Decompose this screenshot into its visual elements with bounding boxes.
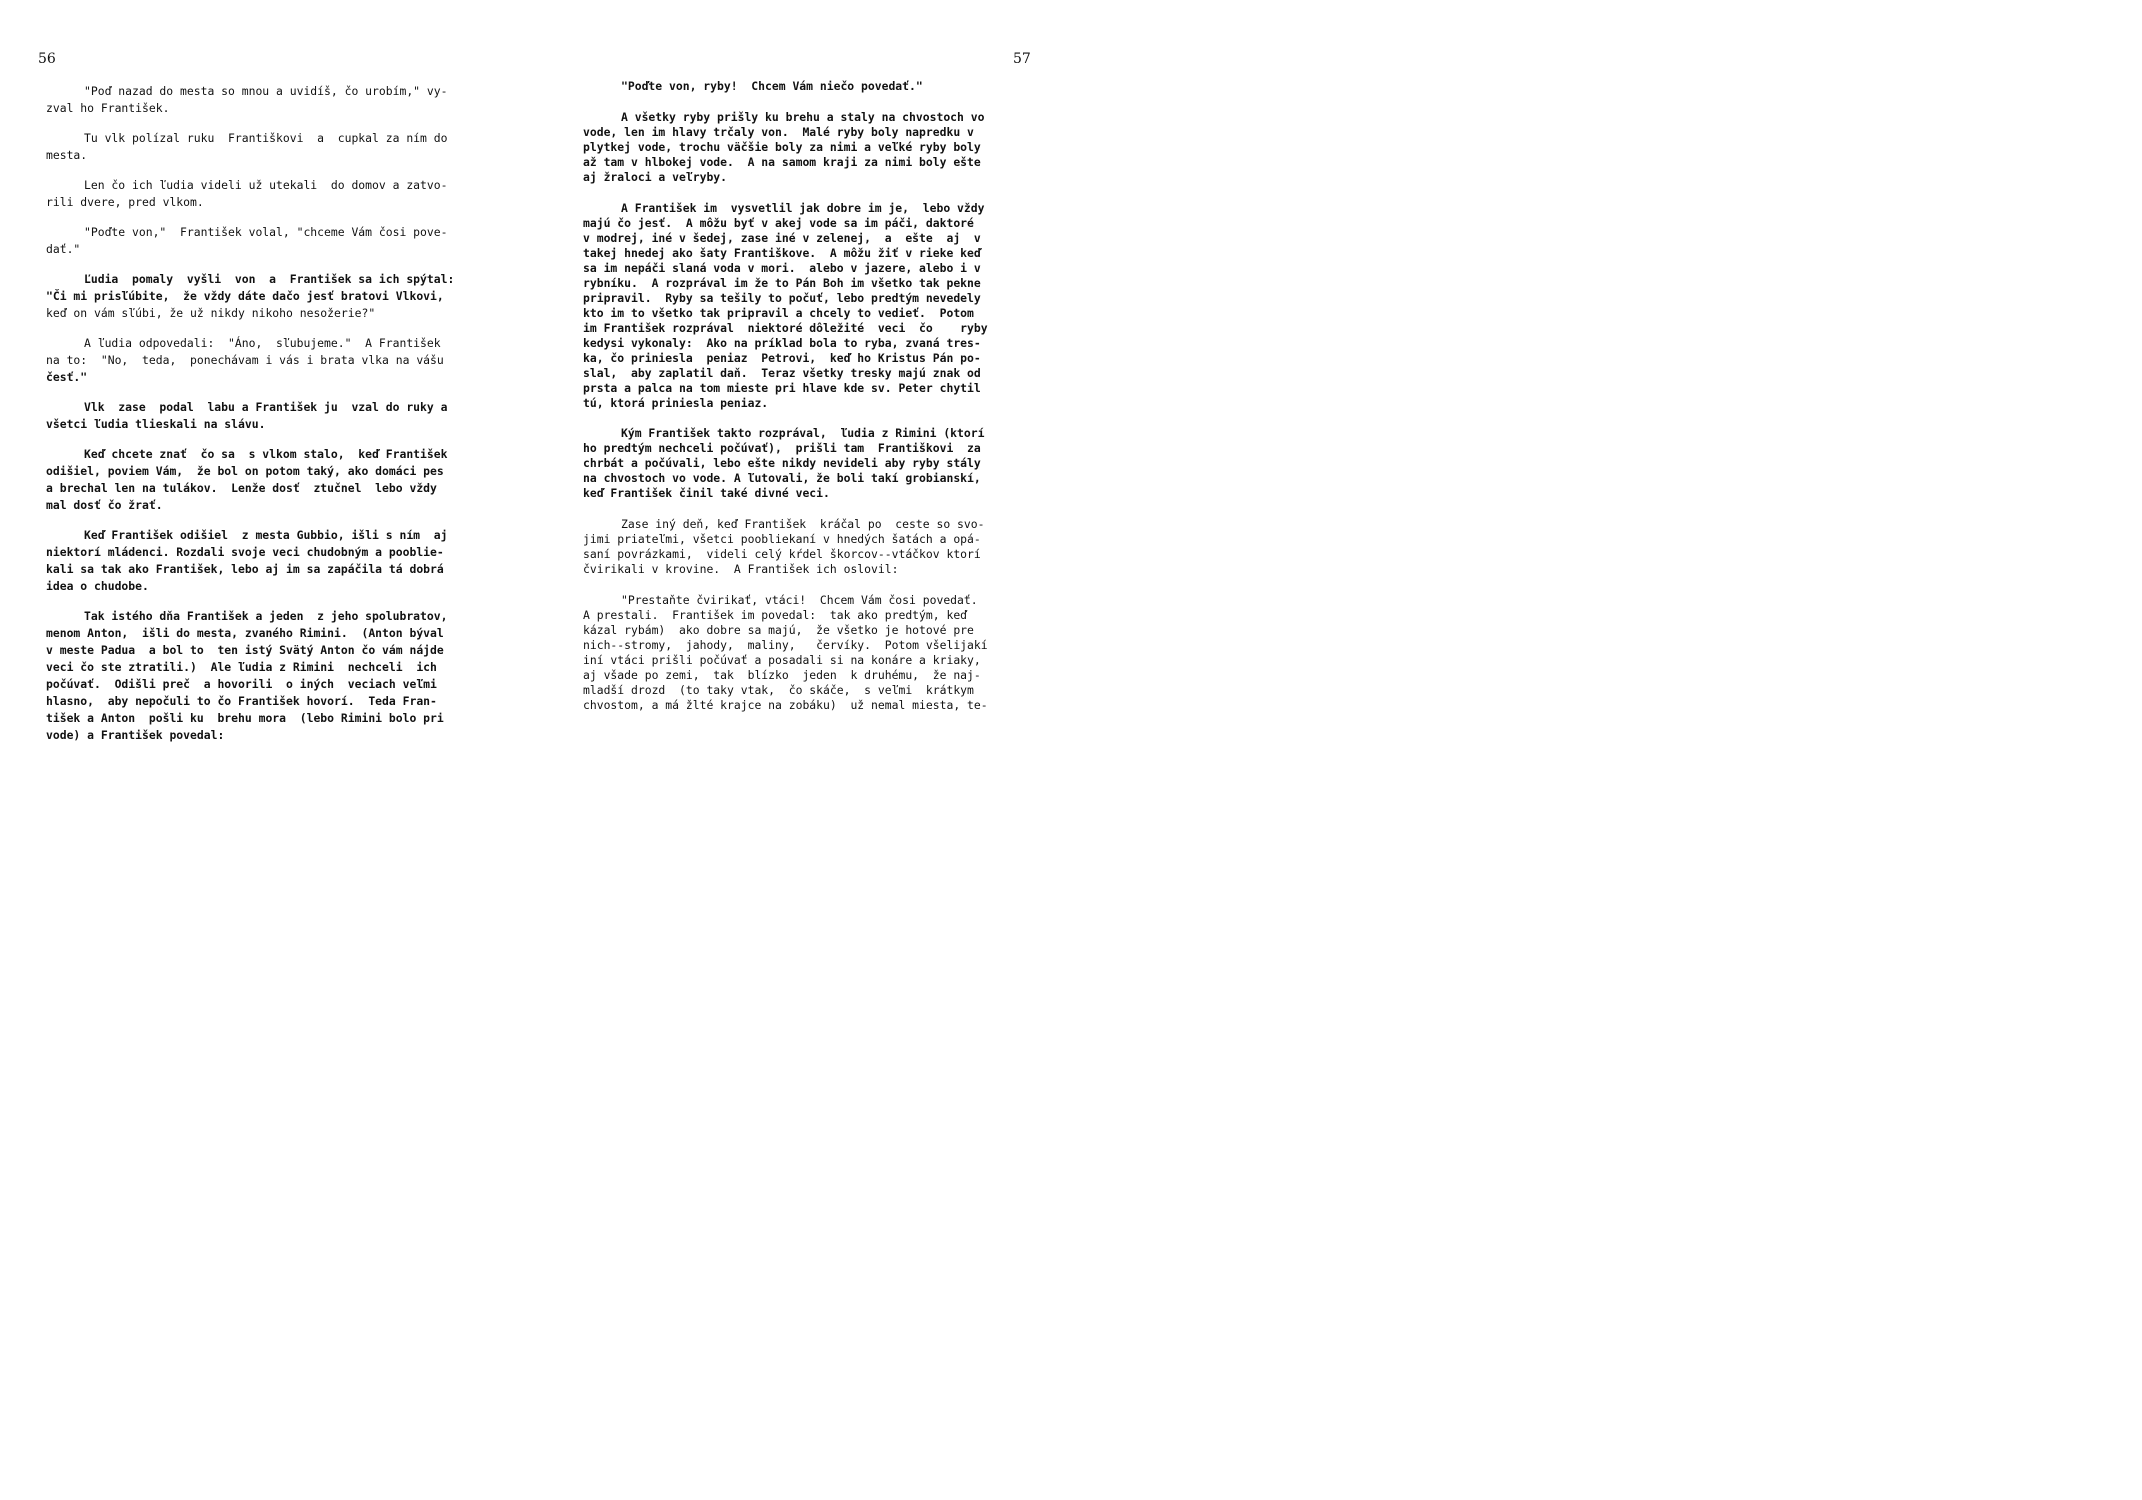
text-line: kedysi vykonaly: Ako na príklad bola to ryba, zvaná tres-	[583, 336, 981, 350]
text-line: tú, ktorá priniesla peniaz.	[583, 396, 769, 410]
text-line: počúvať. Odišli preč a hovorili o iných veciach veľmi	[46, 677, 437, 691]
text-line: majú čo jesť. A môžu byť v akej vode sa im páči, daktoré	[583, 216, 974, 230]
text-line: slal, aby zaplatil daň. Teraz všetky tresky majú znak od	[583, 366, 981, 380]
text-line: vode, len im hlavy trčaly von. Malé ryby boly napredku v	[583, 125, 974, 139]
text-line: nich--stromy, jahody, maliny, červíky. Potom všelijakí	[583, 638, 988, 652]
text-line: aj žraloci a veľryby.	[583, 170, 728, 184]
text-line: niektorí mládenci. Rozdali svoje veci chudobným a pooblie-	[46, 545, 444, 559]
text-line: dať."	[46, 242, 81, 256]
text-line: čvirikali v krovine. A František ich oslovil:	[583, 562, 899, 576]
text-line: rybníku. A rozprával im že to Pán Boh im všetko tak pekne	[583, 276, 981, 290]
text-line: takej hnedej ako šaty Františkove. A môžu žiť v rieke keď	[583, 246, 981, 260]
text-line: "Poď nazad do mesta so mnou a uvidíš, čo urobím," vy-	[84, 84, 448, 98]
text-line: odišiel, poviem Vám, že bol on potom taký, ako domáci pes	[46, 464, 444, 478]
text-line: vode) a František povedal:	[46, 728, 225, 742]
text-line: česť."	[46, 370, 88, 384]
text-line: Tu vlk polízal ruku Františkovi a cupkal za ním do	[84, 131, 448, 145]
text-line: v modrej, iné v šedej, zase iné v zelenej, a ešte aj v	[583, 231, 981, 245]
text-line: na chvostoch vo vode. A ľutovali, že boli takí grobianskí,	[583, 471, 981, 485]
text-line: "Poďte von, ryby! Chcem Vám niečo povedať."	[621, 79, 923, 93]
text-line: prsta a palca na tom mieste pri hlave kde sv. Peter chytil	[583, 381, 981, 395]
text-line: všetci ľudia tlieskali na slávu.	[46, 417, 266, 431]
page-number: 56	[38, 51, 56, 67]
text-line: "Či mi prisľúbite, že vždy dáte dačo jesť bratovi Vlkovi,	[46, 289, 444, 303]
text-line: chvostom, a má žlté krajce na zobáku) už nemal miesta, te-	[583, 698, 988, 712]
text-line: pripravil. Ryby sa tešily to počuť, lebo predtým nevedely	[583, 291, 981, 305]
text-line: saní povrázkami, videli celý kŕdel škorcov--vtáčkov ktorí	[583, 547, 981, 561]
text-line: a brechal len na tulákov. Lenže dosť ztučnel lebo vždy	[46, 481, 437, 495]
text-line: im František rozprával niektoré dôležité veci čo ryby	[583, 321, 988, 335]
text-line: mladší drozd (to taky vtak, čo skáče, s veľmi krátkym	[583, 683, 974, 697]
text-line: Len čo ich ľudia videli už utekali do domov a zatvo-	[84, 178, 448, 192]
text-line: kali sa tak ako František, lebo aj im sa zapáčila tá dobrá	[46, 562, 444, 576]
text-line: mesta.	[46, 148, 88, 162]
text-line: veci čo ste ztratili.) Ale ľudia z Rimini nechceli ich	[46, 660, 437, 674]
page-number: 57	[1013, 51, 1031, 67]
text-line: aj všade po zemi, tak blízko jeden k druhému, že naj-	[583, 668, 981, 682]
text-line: A prestali. František im povedal: tak ako predtým, keď	[583, 608, 968, 622]
text-line: Kým František takto rozprával, ľudia z Rimini (ktorí	[621, 426, 985, 440]
text-line: kto im to všetko tak pripravil a chcely to vedieť. Potom	[583, 306, 974, 320]
text-line: A František im vysvetlil jak dobre im je, lebo vždy	[621, 201, 985, 215]
text-line: Vlk zase podal labu a František ju vzal do ruky a	[84, 400, 448, 414]
right-page	[535, 0, 1071, 750]
text-line: tišek a Anton pošli ku brehu mora (lebo Rimini bolo pri	[46, 711, 444, 725]
text-line: ho predtým nechceli počúvať), prišli tam Františkovi za	[583, 441, 981, 455]
text-line: rili dvere, pred vlkom.	[46, 195, 204, 209]
text-line: "Prestaňte čvirikať, vtáci! Chcem Vám čosi povedať.	[621, 593, 978, 607]
text-line: hlasno, aby nepočuli to čo František hovorí. Teda Fran-	[46, 694, 437, 708]
text-line: plytkej vode, trochu väčšie boly za nimi a veľké ryby boly	[583, 140, 981, 154]
text-line: A všetky ryby prišly ku brehu a staly na chvostoch vo	[621, 110, 985, 124]
text-line: Tak istého dňa František a jeden z jeho spolubratov,	[84, 609, 448, 623]
text-line: Zase iný deň, keď František kráčal po ceste so svo-	[621, 517, 985, 531]
text-line: chrbát a počúvali, lebo ešte nikdy nevideli aby ryby stály	[583, 456, 981, 470]
text-line: Keď chcete znať čo sa s vlkom stalo, keď František	[84, 447, 448, 461]
text-line: keď František činil také divné veci.	[583, 486, 830, 500]
text-line: mal dosť čo žrať.	[46, 498, 163, 512]
text-line: A ľudia odpovedali: "Áno, sľubujeme." A František	[84, 336, 441, 350]
text-line: kázal rybám) ako dobre sa majú, že všetko je hotové pre	[583, 623, 974, 637]
text-line: jimi priateľmi, všetci poobliekaní v hnedých šatách a opá-	[583, 532, 981, 546]
text-line: zval ho František.	[46, 101, 170, 115]
text-line: "Poďte von," František volal, "chceme Vám čosi pove-	[84, 225, 448, 239]
text-line: v meste Padua a bol to ten istý Svätý Anton čo vám nájde	[46, 643, 444, 657]
text-line: idea o chudobe.	[46, 579, 149, 593]
text-line: sa im nepáči slaná voda v mori. alebo v jazere, alebo i v	[583, 261, 981, 275]
text-line: keď on vám sľúbi, že už nikdy nikoho nesožerie?"	[46, 306, 376, 320]
left-page	[0, 0, 535, 750]
text-line: Keď František odišiel z mesta Gubbio, išli s ním aj	[84, 528, 448, 542]
text-line: na to: "No, teda, ponechávam i vás i brata vlka na vášu	[46, 353, 444, 367]
text-line: Ľudia pomaly vyšli von a František sa ich spýtal:	[84, 272, 455, 286]
text-line: až tam v hlbokej vode. A na samom kraji za nimi boly ešte	[583, 155, 981, 169]
text-line: iní vtáci prišli počúvať a posadali si na konáre a kriaky,	[583, 653, 981, 667]
text-line: ka, čo priniesla peniaz Petrovi, keď ho Kristus Pán po-	[583, 351, 981, 365]
text-line: menom Anton, išli do mesta, zvaného Rimini. (Anton býval	[46, 626, 444, 640]
